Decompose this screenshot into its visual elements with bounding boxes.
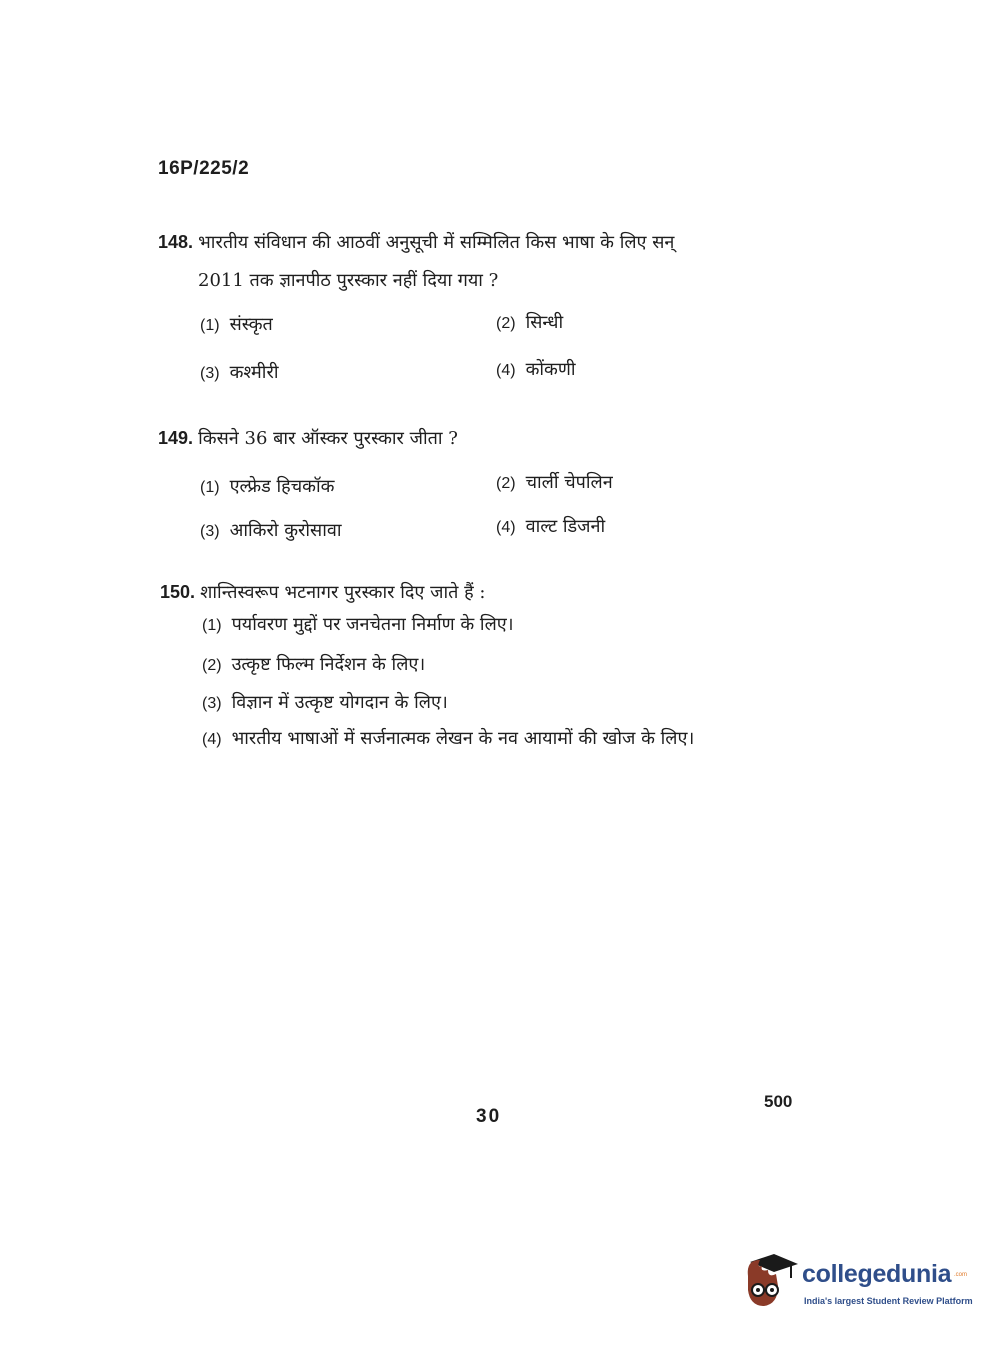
option-2 [496, 470, 613, 494]
option-3 [200, 360, 279, 384]
option-number: (2) [496, 315, 516, 332]
option-number: (1) [200, 317, 220, 334]
page-number: 30 [476, 1106, 502, 1127]
question-150 [160, 580, 485, 604]
option-text: चार्ली चेपलिन [525, 472, 613, 493]
question-number: 149. [158, 428, 194, 448]
question-text: शान्तिस्वरूप भटनागर पुरस्कार दिए जाते हैं : [200, 582, 486, 603]
option-text: सिन्धी [525, 312, 564, 333]
option-text: आकिरो कुरोसावा [229, 520, 342, 541]
option-text: भारतीय भाषाओं में सर्जनात्मक लेखन के नव आयामों की खोज के लिए। [231, 728, 695, 749]
logo-tagline: India's largest Student Review Platform [804, 1296, 973, 1306]
option-number: (4) [496, 519, 516, 536]
option-1 [200, 312, 273, 336]
question-text: भारतीय संविधान की आठवीं अनुसूची में सम्मिलित किस भाषा के लिए सन् [198, 232, 675, 253]
mascot-icon [740, 1250, 800, 1312]
option-3 [200, 518, 342, 542]
option-3 [202, 690, 448, 714]
option-1 [202, 612, 514, 636]
option-number: (2) [496, 475, 516, 492]
logo-domain-suffix: .com [954, 1272, 968, 1278]
option-text: कश्मीरी [229, 362, 279, 383]
option-4 [496, 514, 605, 538]
option-number: (4) [496, 362, 516, 379]
question-text: किसने 36 बार ऑस्कर पुरस्कार जीता ? [198, 428, 458, 449]
option-4 [202, 726, 694, 750]
option-2 [202, 652, 425, 676]
collegedunia-logo [740, 1250, 973, 1320]
option-number: (2) [202, 657, 222, 674]
option-text: कोंकणी [525, 359, 576, 380]
option-number: (1) [202, 617, 222, 634]
option-text: एल्फ्रेड हिचकॉक [229, 476, 335, 497]
option-number: (3) [200, 523, 220, 540]
question-count: 500 [764, 1092, 793, 1111]
option-text: उत्कृष्ट फिल्म निर्देशन के लिए। [231, 654, 426, 675]
paper-code: 16P/225/2 [158, 158, 250, 179]
option-text: वाल्ट डिजनी [525, 516, 606, 537]
option-2 [496, 310, 563, 334]
option-text: पर्यावरण मुद्दों पर जनचेतना निर्माण के लिए। [231, 614, 514, 635]
option-number: (3) [200, 365, 220, 382]
option-number: (1) [200, 479, 220, 496]
logo-wordmark: collegedunia [802, 1260, 952, 1288]
option-1 [200, 474, 334, 498]
option-number: (3) [202, 695, 222, 712]
option-text: विज्ञान में उत्कृष्ट योगदान के लिए। [231, 692, 448, 713]
question-text-continued: 2011 तक ज्ञानपीठ पुरस्कार नहीं दिया गया ? [198, 270, 499, 291]
question-number: 148. [158, 232, 194, 252]
question-number: 150. [160, 582, 196, 602]
option-4 [496, 357, 576, 381]
option-text: संस्कृत [229, 314, 273, 335]
question-149 [158, 426, 458, 450]
option-number: (4) [202, 731, 222, 748]
question-148 [158, 230, 674, 254]
